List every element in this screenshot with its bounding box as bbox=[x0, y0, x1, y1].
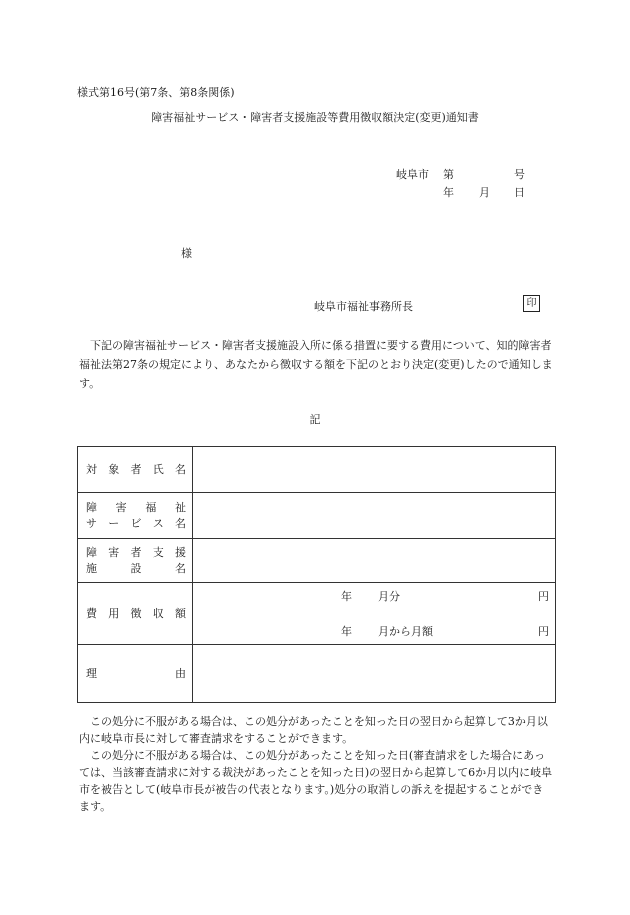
document-title: 障害福祉サービス・障害者支援施設等費用徴収額決定(変更)通知書 bbox=[151, 111, 479, 124]
fee-line-monthly bbox=[193, 588, 555, 605]
body-text: 下記の障害福祉サービス・障害者支援施設入所に係る措置に要する費用について、知的障害者福祉法第27条の規定により、あなたから徴収する額を下記のとおり決定(変更)したので通知します。 bbox=[79, 339, 553, 390]
reason-cell[interactable] bbox=[193, 645, 556, 703]
table-row-recipient bbox=[78, 447, 556, 493]
sender-name: 岐阜市福祉事務所長 bbox=[314, 300, 413, 313]
fee-line1-month: 月分 bbox=[378, 589, 400, 603]
table-row-facility bbox=[78, 539, 556, 583]
reason-label: 理 由 bbox=[78, 645, 193, 703]
document-number-prefix: 第 bbox=[443, 168, 454, 181]
info-table bbox=[77, 446, 556, 703]
recipient-name-cell[interactable] bbox=[193, 447, 556, 493]
document-number-suffix: 号 bbox=[514, 168, 525, 181]
table-row-service bbox=[78, 493, 556, 539]
table-row-reason bbox=[78, 645, 556, 703]
fee-line-from-month bbox=[193, 623, 555, 640]
appeal-notice: この処分に不服がある場合は、この処分があったことを知った日の翌日から起算して3か月以内に岐阜市長に対して審査請求をすることができます。 bbox=[79, 715, 548, 745]
fee-line2-month: 月から月額 bbox=[378, 624, 433, 638]
facility-name-label: 障 害 者 支 援 施 設 名 bbox=[78, 539, 193, 583]
facility-name-cell[interactable] bbox=[193, 539, 556, 583]
fee-amount-label: 費 用 徴 収 額 bbox=[78, 583, 193, 645]
recipient-name-label: 対 象 者 氏 名 bbox=[78, 447, 193, 493]
ki-label: 記 bbox=[309, 413, 321, 426]
recipient-honorific: 様 bbox=[181, 247, 192, 260]
issuer-city: 岐阜市 bbox=[396, 168, 429, 181]
date-year-label: 年 bbox=[443, 186, 454, 199]
table-row-fee bbox=[78, 583, 556, 645]
fee-line1-year: 年 bbox=[341, 589, 352, 603]
date-day-label: 日 bbox=[514, 186, 525, 199]
fee-amount-cell[interactable] bbox=[193, 583, 556, 645]
service-name-label: 障 害 福 祉 サ ー ビ ス 名 bbox=[78, 493, 193, 539]
fee-line1-unit: 円 bbox=[538, 589, 549, 603]
date-month-label: 月 bbox=[479, 186, 490, 199]
seal-mark: 印 bbox=[523, 295, 540, 312]
lawsuit-notice: この処分に不服がある場合は、この処分があったことを知った日(審査請求をした場合にあっては、当該審査請求に対する裁決があったことを知った日)の翌日から起算して6か月以内に岐阜市を被告として(岐阜市長が被告の代表となります。)処分の取消しの訴えを提起することができます。 bbox=[79, 749, 553, 813]
fee-line2-year: 年 bbox=[341, 624, 352, 638]
service-name-cell[interactable] bbox=[193, 493, 556, 539]
form-number: 様式第16号(第7条、第8条関係) bbox=[77, 86, 235, 99]
fee-line2-unit: 円 bbox=[538, 624, 549, 638]
